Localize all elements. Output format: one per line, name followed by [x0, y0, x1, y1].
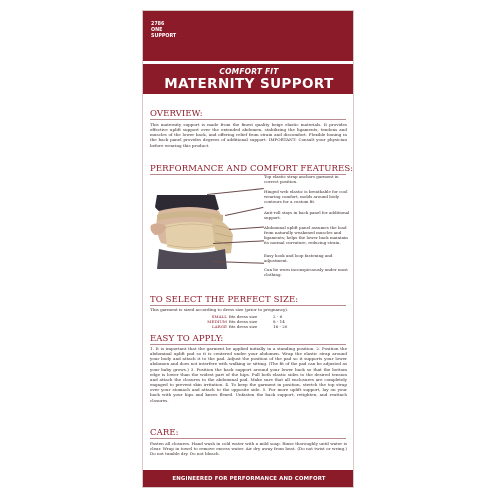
sizing-heading: TO SELECT THE PERFECT SIZE:: [150, 295, 299, 305]
sizing-intro: This garment is sized according to dress size (prior to pregnancy).: [150, 307, 289, 312]
care-rule: [150, 438, 346, 439]
product-code-line-3: SUPPORT: [151, 34, 177, 39]
product-code-line-2: ONE: [151, 28, 163, 33]
size-ranges: [273, 314, 303, 329]
product-subtitle: COMFORT FIT: [219, 67, 279, 76]
size-names: [173, 314, 227, 329]
apply-rule: [150, 344, 346, 345]
model-wearing-support-image: [149, 195, 235, 269]
size-medium-name: MEDIUM: [207, 319, 227, 325]
size-descriptions: [229, 314, 271, 329]
feature-item-2: Hinged web elastic is breathable for cool wearing comfort, molds around body contours for a custom fit.: [264, 189, 348, 204]
apply-heading: EASY TO APPLY:: [150, 334, 224, 344]
care-heading: CARE:: [150, 428, 179, 438]
top-banner: [143, 11, 354, 61]
size-small-range: 2 - 6: [273, 314, 283, 319]
feature-item-3: Anti-roll stays in back panel for additional support.: [264, 210, 350, 220]
overview-text: This maternity support is made from the finest quality beige elastic materials. It provides effective uplift support over the extended abdomen, stabilizing the ligaments, tendons and muscles of the lower back, and offering relief from strain and discomfort. Flexible boning in the back panel provides degrees of additional support. IMPORTANT: Consult your physician before wearing this product.: [150, 122, 347, 148]
overview-rule: [150, 119, 346, 120]
apply-text: 1. It is important that the garment be applied initially in a standing position. 2. Position the abdominal uplift pad so it is centered under your abdomen. Wrap the elastic strap around your body and attach it to the pad. Adjust the position of the pad so it supports your lower abdomen and does not interfere with walking or sitting. (The fit of the pad can be adjusted as your baby grows.) 3. Position the back support around your lower back so that the bottom edge is lower than the widest part of the hips. Pull both elastic sides to the desired tension and attach the closures to the abdominal pad. Make sure that all enclosures are completely engaged to prevent skin irritation. 4. To keep the garment in position, stretch the top strap over your stomach and attach to the opposite side. 5. For more uplift support, lay on your back with your hips and knees flexed. Unfasten the back support, retighten, and reattach closures.: [150, 346, 347, 403]
feature-item-4: Abdominal uplift panel assumes the load from naturally weakened muscles and ligaments; helps the lower back maintain its normal curvature, reducing strain.: [264, 225, 348, 245]
product-card: [142, 10, 354, 488]
product-code-number: 2786: [151, 22, 165, 27]
size-large-range: 16 - 20: [273, 324, 288, 330]
features-heading: PERFORMANCE AND COMFORT FEATURES:: [150, 164, 354, 174]
size-medium-range: 8 - 14: [273, 319, 285, 325]
size-medium-desc: fits dress size: [229, 319, 258, 325]
product-code: [151, 22, 176, 40]
care-text: Fasten all closures. Hand wash in cold water with a mild soap. Rinse thoroughly until water is clear. Wrap in towel to remove excess water. Air dry away from heat. (Do not twist or wring.) Do not tumble dry. Do not bleach.: [150, 441, 347, 457]
product-title: MATERNITY SUPPORT: [164, 76, 334, 92]
sizing-rule: [150, 305, 346, 306]
size-large-desc: fits dress size: [229, 324, 258, 330]
feature-item-6: Can be worn inconspicuously under most clothing.: [264, 267, 348, 277]
slogan: ENGINEERED FOR PERFORMANCE AND COMFORT: [172, 476, 326, 482]
size-small-desc: fits dress size: [229, 314, 258, 319]
feature-item-1: Top elastic strap anchors garment in correct position.: [264, 174, 339, 184]
title-banner: [143, 64, 354, 94]
leader-line-1: [207, 188, 264, 195]
overview-heading: OVERVIEW:: [150, 109, 203, 119]
bottom-banner: [143, 470, 354, 488]
size-large-name: LARGE: [211, 324, 227, 330]
feature-item-5: Easy hook and loop fastening and adjustment.: [264, 253, 333, 263]
size-small-name: SMALL: [211, 314, 227, 319]
